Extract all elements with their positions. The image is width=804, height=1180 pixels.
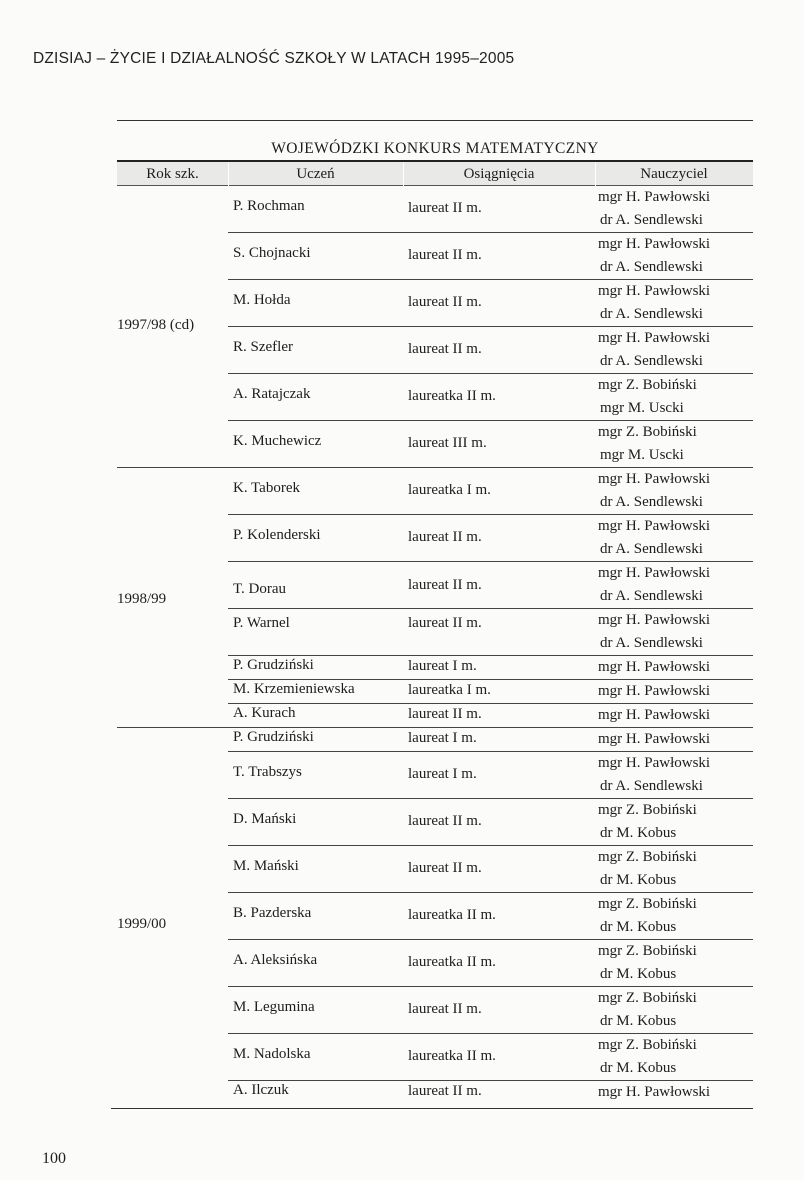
- student-name: K. Muchewicz: [233, 433, 322, 449]
- running-header: DZISIAJ – ŻYCIE I DZIAŁALNOŚĆ SZKOŁY W LATACH 1995–2005: [33, 50, 515, 67]
- student-name: P. Warnel: [233, 615, 290, 631]
- achievement: laureatka II m.: [408, 907, 496, 923]
- achievement: laureat II m.: [408, 706, 482, 722]
- teacher-name: dr A. Sendlewski: [600, 635, 703, 651]
- teacher-name: mgr Z. Bobiński: [598, 896, 697, 912]
- achievement: laureat II m.: [408, 1001, 482, 1017]
- achievement: laureat II m.: [408, 1083, 482, 1099]
- column-header-achievement: Osiągnięcia: [463, 166, 535, 182]
- achievement: laureat I m.: [408, 730, 477, 746]
- teacher-name: mgr Z. Bobiński: [598, 943, 697, 959]
- teacher-name: mgr H. Pawłowski: [598, 565, 711, 581]
- achievement: laureatka II m.: [408, 954, 496, 970]
- teacher-list: [598, 704, 804, 727]
- teacher-name: dr A. Sendlewski: [600, 353, 703, 369]
- table-row: [228, 468, 753, 515]
- teacher-list: [598, 893, 804, 939]
- teacher-name: mgr Z. Bobiński: [598, 990, 697, 1006]
- teacher-list: [598, 280, 804, 326]
- teacher-list: [598, 728, 804, 751]
- achievement: laureat II m.: [408, 860, 482, 876]
- student-name: M. Legumina: [233, 999, 315, 1015]
- school-year: 1998/99: [117, 591, 167, 607]
- teacher-name: mgr H. Pawłowski: [598, 283, 711, 299]
- teacher-name: dr A. Sendlewski: [600, 212, 703, 228]
- student-name: B. Pazderska: [233, 905, 312, 921]
- achievement: laureat III m.: [408, 435, 487, 451]
- teacher-name: dr M. Kobus: [600, 919, 677, 935]
- page-number: 100: [42, 1150, 66, 1167]
- student-name: S. Chojnacki: [233, 245, 311, 261]
- teacher-list: [598, 327, 804, 373]
- achievement: laureat II m.: [408, 294, 482, 310]
- teacher-name: mgr H. Pawłowski: [598, 755, 711, 771]
- teacher-name: mgr Z. Bobiński: [598, 377, 697, 393]
- achievement: laureatka II m.: [408, 388, 496, 404]
- student-name: M. Krzemieniewska: [233, 681, 355, 697]
- teacher-name: mgr H. Pawłowski: [598, 659, 711, 675]
- student-name: M. Nadolska: [233, 1046, 311, 1062]
- table-row: [228, 1034, 753, 1081]
- school-year: 1999/00: [117, 916, 167, 932]
- teacher-list: [598, 987, 804, 1033]
- achievement: laureat II m.: [408, 529, 482, 545]
- teacher-name: mgr H. Pawłowski: [598, 189, 711, 205]
- table-row: [228, 374, 753, 421]
- teacher-name: dr M. Kobus: [600, 825, 677, 841]
- school-year: 1997/98 (cd): [117, 317, 195, 333]
- teacher-name: dr A. Sendlewski: [600, 259, 703, 275]
- student-name: P. Rochman: [233, 198, 305, 214]
- teacher-list: [598, 656, 804, 679]
- student-name: A. Ilczuk: [233, 1082, 289, 1098]
- teacher-list: [598, 515, 804, 561]
- table-header-row: [117, 160, 753, 186]
- table-row: [228, 893, 753, 940]
- teacher-name: dr A. Sendlewski: [600, 541, 703, 557]
- teacher-list: [598, 1034, 804, 1080]
- table-row: [228, 752, 753, 799]
- teacher-name: dr M. Kobus: [600, 872, 677, 888]
- teacher-list: [598, 752, 804, 798]
- teacher-list: [598, 940, 804, 986]
- table-row: [228, 799, 753, 846]
- teacher-name: mgr H. Pawłowski: [598, 1084, 711, 1100]
- teacher-name: dr A. Sendlewski: [600, 778, 703, 794]
- teacher-name: dr M. Kobus: [600, 966, 677, 982]
- table-row: [228, 280, 753, 327]
- teacher-name: mgr Z. Bobiński: [598, 424, 697, 440]
- teacher-name: mgr H. Pawłowski: [598, 731, 711, 747]
- column-header-teacher: Nauczyciel: [640, 166, 708, 182]
- teacher-name: mgr H. Pawłowski: [598, 471, 711, 487]
- table-row: [228, 562, 753, 609]
- achievement: laureat II m.: [408, 813, 482, 829]
- teacher-list: [598, 1081, 804, 1104]
- teacher-name: mgr H. Pawłowski: [598, 330, 711, 346]
- teacher-name: mgr H. Pawłowski: [598, 612, 711, 628]
- achievement: laureat II m.: [408, 577, 482, 593]
- student-name: D. Mański: [233, 811, 297, 827]
- student-name: A. Aleksińska: [233, 952, 318, 968]
- teacher-list: [598, 562, 804, 608]
- table-row: [228, 233, 753, 280]
- achievement: laureat II m.: [408, 341, 482, 357]
- column-header-student: Uczeń: [296, 166, 335, 182]
- teacher-name: dr A. Sendlewski: [600, 494, 703, 510]
- achievement: laureat I m.: [408, 766, 477, 782]
- teacher-name: mgr H. Pawłowski: [598, 707, 711, 723]
- teacher-list: [598, 680, 804, 703]
- teacher-name: dr A. Sendlewski: [600, 588, 703, 604]
- student-name: T. Trabszys: [233, 764, 302, 780]
- teacher-name: mgr M. Uscki: [600, 447, 684, 463]
- student-name: M. Mański: [233, 858, 299, 874]
- table-row: [228, 846, 753, 893]
- table-row: [228, 656, 753, 680]
- teacher-list: [598, 468, 804, 514]
- table-row: [228, 940, 753, 987]
- teacher-name: mgr Z. Bobiński: [598, 849, 697, 865]
- teacher-name: mgr H. Pawłowski: [598, 683, 711, 699]
- teacher-name: mgr H. Pawłowski: [598, 518, 711, 534]
- table-row: [228, 186, 753, 233]
- teacher-name: mgr Z. Bobiński: [598, 802, 697, 818]
- teacher-list: [598, 609, 804, 655]
- achievement: laureat II m.: [408, 615, 482, 631]
- student-name: P. Kolenderski: [233, 527, 321, 543]
- table-row: [228, 987, 753, 1034]
- student-name: T. Dorau: [233, 581, 287, 597]
- teacher-list: [598, 374, 804, 420]
- achievement: laureatka II m.: [408, 1048, 496, 1064]
- student-name: P. Grudziński: [233, 657, 314, 673]
- teacher-name: dr A. Sendlewski: [600, 306, 703, 322]
- achievement: laureatka I m.: [408, 482, 491, 498]
- student-name: M. Hołda: [233, 292, 291, 308]
- achievement: laureat II m.: [408, 247, 482, 263]
- teacher-name: mgr Z. Bobiński: [598, 1037, 697, 1053]
- teacher-name: mgr H. Pawłowski: [598, 236, 711, 252]
- student-name: P. Grudziński: [233, 729, 314, 745]
- teacher-name: dr M. Kobus: [600, 1060, 677, 1076]
- table-row: [228, 680, 753, 704]
- table-row: [228, 728, 753, 752]
- table-row: [228, 327, 753, 374]
- teacher-list: [598, 799, 804, 845]
- student-name: A. Kurach: [233, 705, 296, 721]
- table-title: WOJEWÓDZKI KONKURS MATEMATYCZNY: [271, 140, 599, 157]
- student-name: K. Taborek: [233, 480, 300, 496]
- teacher-list: [598, 186, 804, 232]
- teacher-list: [598, 421, 804, 467]
- table-row: [228, 1081, 753, 1105]
- table-body: [117, 186, 753, 1110]
- teacher-name: mgr M. Uscki: [600, 400, 684, 416]
- top-rule: [117, 120, 753, 121]
- column-header-year: Rok szk.: [146, 166, 199, 182]
- bottom-rule: [111, 1108, 753, 1109]
- teacher-name: dr M. Kobus: [600, 1013, 677, 1029]
- student-name: A. Ratajczak: [233, 386, 311, 402]
- table-row: [228, 515, 753, 562]
- table-row: [228, 421, 753, 468]
- student-name: R. Szefler: [233, 339, 293, 355]
- achievement: laureat I m.: [408, 658, 477, 674]
- teacher-list: [598, 233, 804, 279]
- achievement: laureatka I m.: [408, 682, 491, 698]
- table-row: [228, 704, 753, 728]
- table-row: [228, 609, 753, 656]
- achievement: laureat II m.: [408, 200, 482, 216]
- teacher-list: [598, 846, 804, 892]
